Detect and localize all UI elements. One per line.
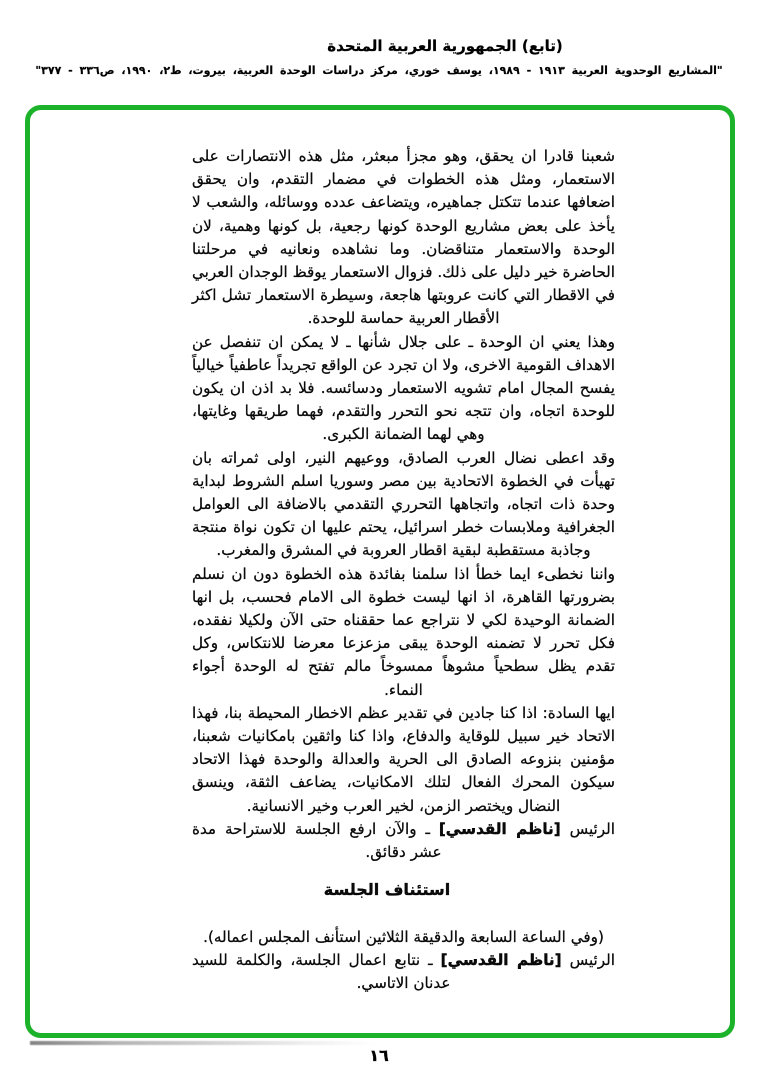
- scan-artifact: [30, 1041, 375, 1045]
- body-paragraph: وقد اعطى نضال العرب الصادق، ووعيهم النير، اولى ثمراته بان تهيأت في الخطوة الاتحادية بين مصر وسوريا اسلم الشروط لبداية وحدة ذات اتجاه، واتجاهها التحرري التقدمي بالاضافة الى العوامل الجغرافية وملابسات خطر اسرائيل، يحتم عليها ان تكون نواة منتجة وجاذبة مستقطبة لبقية اقطار العروبة في المشرق والمغرب.: [192, 448, 615, 560]
- resume-announcement: [192, 949, 615, 995]
- page-title: (تابع) الجمهورية العربية المتحدة: [327, 37, 563, 55]
- body-paragraph: واننا نخطىء ايما خطأ اذا سلمنا بفائدة هذه الخطوة دون ان نسلم بضرورتها القاهرة، اذ انها ليست خطوة الى الامام فحسب، بل انها الضمانة الوحيدة لكي لا نتراجع عما حققناه حتى الآن ولكيلا نفقده، فكل تحرر لا تضمنه الوحدة يبقى مزعزعا معرضا للانتكاس، وكل تقدم يظل سطحياً مشوهاً ممسوخاً مالم تفتح له الوحدة أجواء النماء.: [192, 564, 615, 699]
- body-paragraph: وهذا يعني ان الوحدة ـ على جلال شأنها ـ لا يمكن ان تنفصل عن الاهداف القومية الاخرى، ولا ان تجرد عن الواقع تجريداً عاطفياً خيالياً يفسح المجال امام تشويه الاستعمار ودسائسه. فلا بد اذن ان يكون للوحدة اتجاه، وان تتجه نحو التحرر والتقدم، فهما طريقها وغايتها، وهي لهما الضمانة الكبرى.: [192, 332, 615, 444]
- speaker-title: الرئيس: [561, 950, 615, 969]
- citation-line: "المشاريع الوحدوية العربية ١٩١٣ - ١٩٨٩، يوسف خوري، مركز دراسات الوحدة العربية، بيروت، ط٢، ١٩٩٠، ص٣٣٦ - ٣٧٧": [35, 64, 723, 77]
- page-number: ١٦: [369, 1046, 389, 1065]
- content-frame: [25, 105, 735, 1038]
- body-paragraph: ايها السادة: اذا كنا جادين في تقدير عظم الاخطار المحيطة بنا، فهذا الاتحاد خير سبيل للوقاية والدفاع، واذا كنا واثقين بامكانيات شعبنا، مؤمنين بنزوعه الصادق الى الحرية والعدالة والوحدة فهذا الاتحاد سيكون المحرك الفعال لتلك الامكانيات، يضاعف الثقة، وينسق النضال ويختصر الزمن، لخير العرب وخير الانسانية.: [192, 703, 615, 815]
- text-column: [192, 145, 615, 995]
- speaker-name: [ناظم القدسي]: [440, 950, 562, 969]
- speech-text: ـ نتابع اعمال الجلسة، والكلمة للسيد عدنان الاتاسي.: [192, 950, 451, 992]
- speech-text: ـ والآن ارفع الجلسة للاستراحة مدة عشر دقائق.: [192, 819, 442, 862]
- body-paragraph: شعبنا قادرا ان يحقق، وهو مجزأ مبعثر، مثل هذه الانتصارات على الاستعمار، ومثل هذه الخطوات في مضمار التقدم، وان يحقق اضعافها عندما تتكتل جماهيره، ويتضاعف عدده ووسائله، والشعب لا يأخذ على بعض مشاريع الوحدة كونها رجعية، بل كونها وهمية، لان الوحدة والاستعمار متناقضان. وما نشاهده ونعانيه في مرحلتنا الحاضرة خير دليل على ذلك. فزوال الاستعمار يوقظ الوجدان العربي في الاقطار التي كانت عروبتها هاجعة، وسيطرة الاستعمار تشل اكثر الأقطار العربية حماسة للوحدة.: [192, 147, 615, 328]
- resume-note: (وفي الساعة السابعة والدقيقة الثلاثين استأنف المجلس اعماله).: [203, 927, 604, 946]
- speaker-name: [ناظم القدسي]: [438, 819, 561, 838]
- session-resumption-heading: استئناف الجلسة: [323, 880, 451, 900]
- speaker-title: الرئيس: [560, 819, 616, 838]
- recess-announcement: [192, 818, 615, 864]
